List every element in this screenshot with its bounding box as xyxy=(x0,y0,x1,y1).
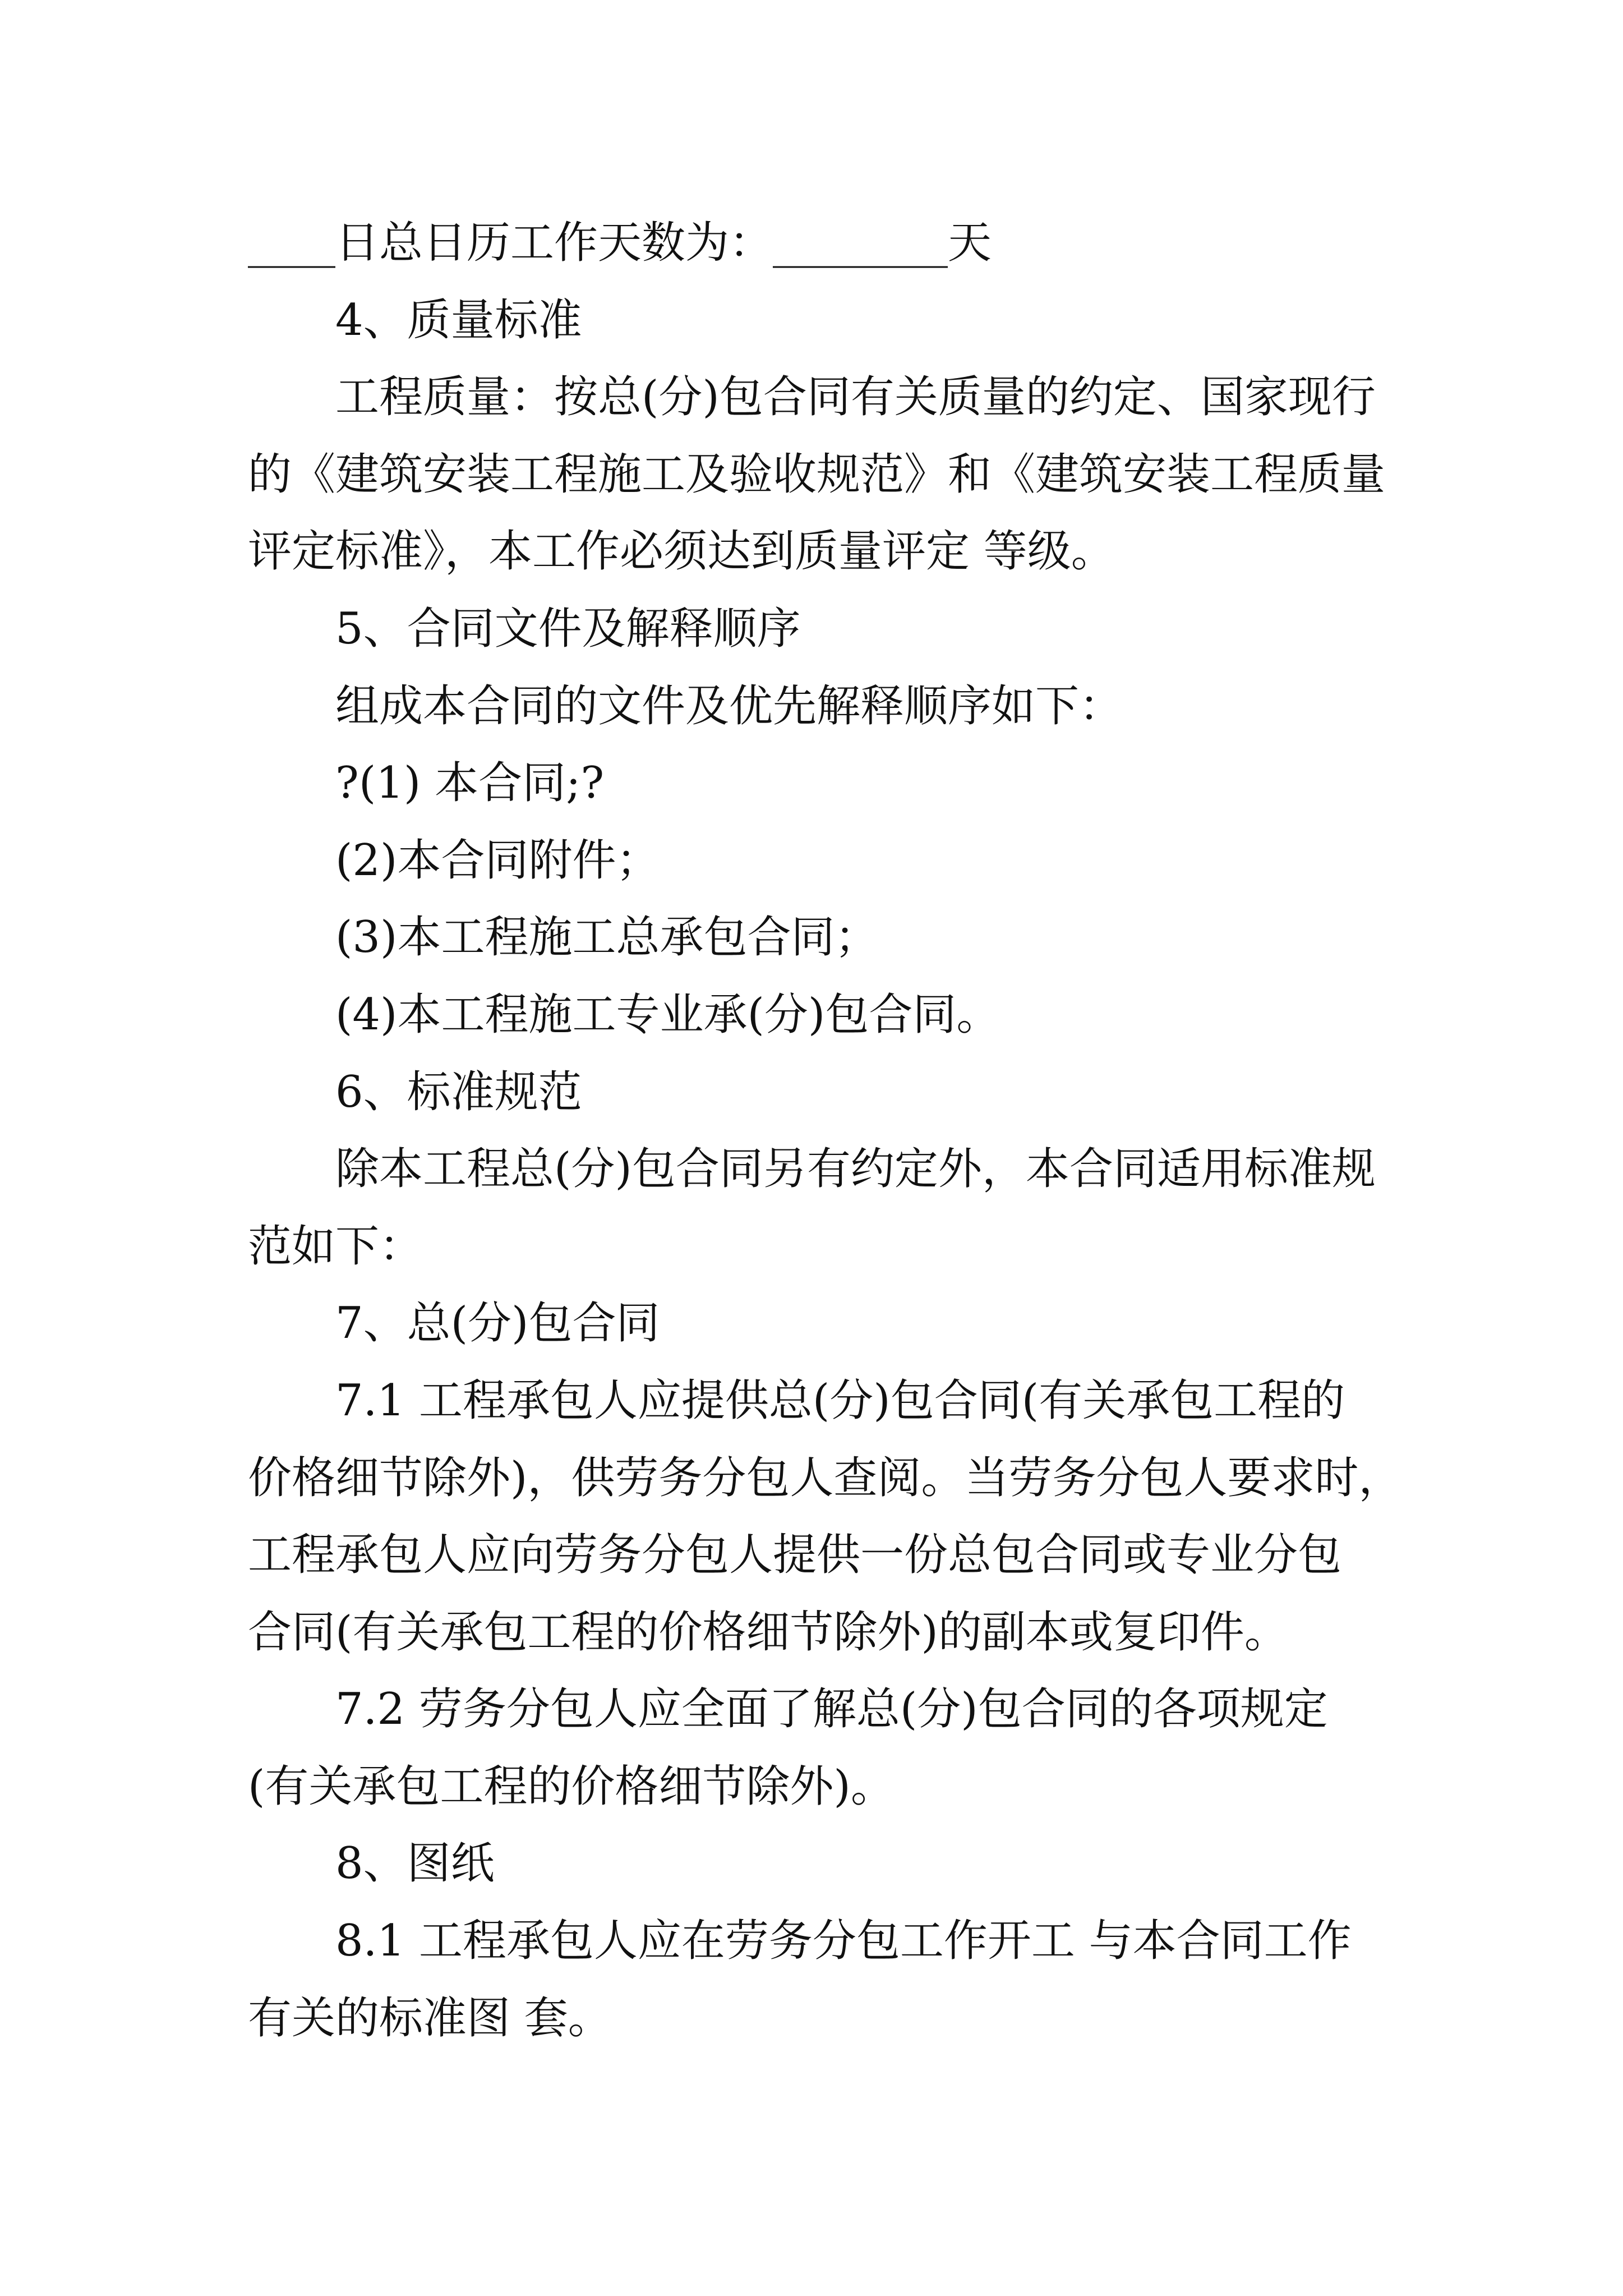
paragraph-line: 7.1 工程承包人应提供总(分)包合同(有关承包工程的 xyxy=(335,1375,1345,1426)
paragraph-line: 除本工程总(分)包合同另有约定外，本合同适用标准规 xyxy=(335,1144,1376,1195)
paragraph-line: (有关承包工程的价格细节除外)。 xyxy=(248,1761,895,1812)
paragraph-line: 范如下： xyxy=(248,1221,423,1272)
paragraph-line: 有关的标准图 套。 xyxy=(248,1993,612,2044)
list-item: ?(1) 本合同;? xyxy=(335,758,605,809)
paragraph-line: 8.1 工程承包人应在劳务分包工作开工 与本合同工作 xyxy=(335,1916,1352,1967)
clause-7-2 xyxy=(248,1671,1482,1825)
paragraph-line: 评定标准》，本工作必须达到质量评定 等级。 xyxy=(248,526,1115,577)
standards-paragraph xyxy=(248,1131,1482,1285)
paragraph-line: 合同(有关承包工程的价格细节除外)的副本或复印件。 xyxy=(248,1607,1288,1658)
document-list-item-3 xyxy=(248,899,1482,977)
document-list-item-4 xyxy=(248,977,1482,1054)
section-heading: 7、总(分)包合同 xyxy=(335,1298,660,1349)
paragraph-line: 的《建筑安装工程施工及验收规范》和《建筑安装工程质量 xyxy=(248,449,1386,500)
document-list-item-2 xyxy=(248,822,1482,900)
clause-7-1 xyxy=(248,1363,1482,1671)
section-heading: 8、图纸 xyxy=(335,1838,495,1889)
list-item: (3)本工程施工总承包合同； xyxy=(335,912,879,963)
document-list-item-1 xyxy=(248,745,1482,822)
list-item: (2)本合同附件； xyxy=(335,835,660,886)
document-body xyxy=(248,205,1482,2057)
quality-paragraph xyxy=(248,359,1482,591)
section-heading: 6、标准规范 xyxy=(335,1066,582,1117)
paragraph-line: ____日总日历工作天数为：________天 xyxy=(248,218,992,268)
list-item: (4)本工程施工专业承(分)包合同。 xyxy=(335,989,1000,1040)
section-heading-quality-standard xyxy=(248,282,1482,360)
section-heading: 4、质量标准 xyxy=(335,295,582,346)
section-heading-drawings xyxy=(248,1825,1482,1903)
work-days-paragraph xyxy=(248,205,1482,282)
section-heading-standards xyxy=(248,1054,1482,1131)
clause-8-1 xyxy=(248,1903,1482,2057)
paragraph-line: 工程质量：按总(分)包合同有关质量的约定、国家现行 xyxy=(335,372,1376,423)
paragraph-line: 价格细节除外)，供劳务分包人查阅。当劳务分包人要求时， xyxy=(248,1452,1403,1503)
section-heading: 5、合同文件及解释顺序 xyxy=(335,603,801,654)
paragraph-line: 组成本合同的文件及优先解释顺序如下： xyxy=(335,680,1123,731)
documents-intro-paragraph xyxy=(248,668,1482,746)
section-heading-main-contract xyxy=(248,1285,1482,1363)
paragraph-line: 工程承包人应向劳务分包人提供一份总包合同或专业分包 xyxy=(248,1530,1342,1581)
paragraph-line: 7.2 劳务分包人应全面了解总(分)包合同的各项规定 xyxy=(335,1684,1328,1735)
section-heading-contract-documents xyxy=(248,591,1482,668)
